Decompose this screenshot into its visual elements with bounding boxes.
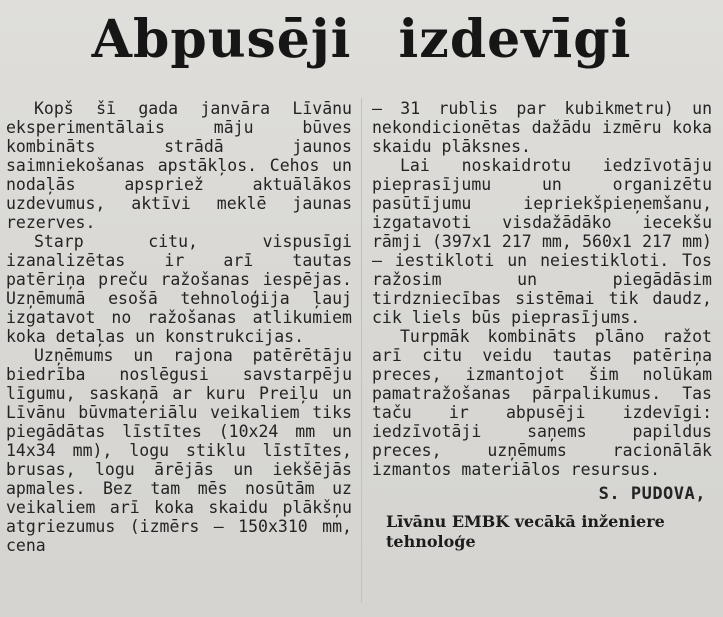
article-paragraph: Starp citu, vispusīgi izanalizētas ir arī tautas patēriņa preču ražošanas iespējas. Uzņēmumā esošā tehnoloģija ļauj izgatavot no ražošanas atlikumiem koka detaļas un konstrukcijas. [6, 232, 352, 346]
article-column-left [6, 99, 352, 555]
article-paragraph: Kopš šī gada janvāra Līvānu eksperimentālais māju būves kombināts strādā jaunos saimniekošanas apstākļos. Cehos un nodaļās apspriež aktuālākos uzdevumus, aktīvi meklē jaunas rezerves. [6, 99, 352, 232]
article-paragraph: — 31 rublis par kubikmetru) un nekondicionētas dažādu izmēru koka skaidu plāksnes. [372, 99, 712, 156]
article-column-right [372, 99, 712, 552]
author-role: Līvānu EMBK vecākā inženiere tehnoloģe [386, 512, 665, 551]
article-paragraph: Turpmāk kombināts plāno ražot arī citu veidu tautas patēriņa preces, izmantojot šim nolūkam pamatražošanas pārpalikumus. Tas taču ir abpusēji izdevīgi: iedzīvotāji saņems papildus preces, uzņēmums racionālāk izmantos materiālos resursus. [372, 327, 712, 479]
column-divider [361, 98, 362, 603]
article-paragraph: Lai noskaidrotu iedzīvotāju pieprasījumu un organizētu pasūtījumu iepriekšpieņemšanu, izgatavoti visdažādāko iecekšu rāmji (397x1 217 mm, 560x1 217 mm) — iestikloti un neiestikloti. Tos ražosim un piegādāsim tirdzniecības sistēmai tik daudz, cik liels būs pieprasījums. [372, 156, 712, 327]
article-headline: Abpusēji izdevīgi [91, 9, 632, 70]
author-name: S. PUDOVA, [598, 484, 706, 504]
article-paragraph: Uzņēmums un rajona patērētāju biedrība noslēgusi savstarpēju līgumu, saskaņā ar kuru Preiļu un Līvānu būvmateriālu veikaliem tiks piegādātas līstītes (10x24 mm un 14x34 mm), logu stiklu līstītes, brusas, logu ārējās un iekšējās apmales. Bez tam mēs nosūtām uz veikaliem arī koka skaidu plākšņu atgriezumus (izmērs — 150x310 mm, cena [6, 346, 352, 555]
